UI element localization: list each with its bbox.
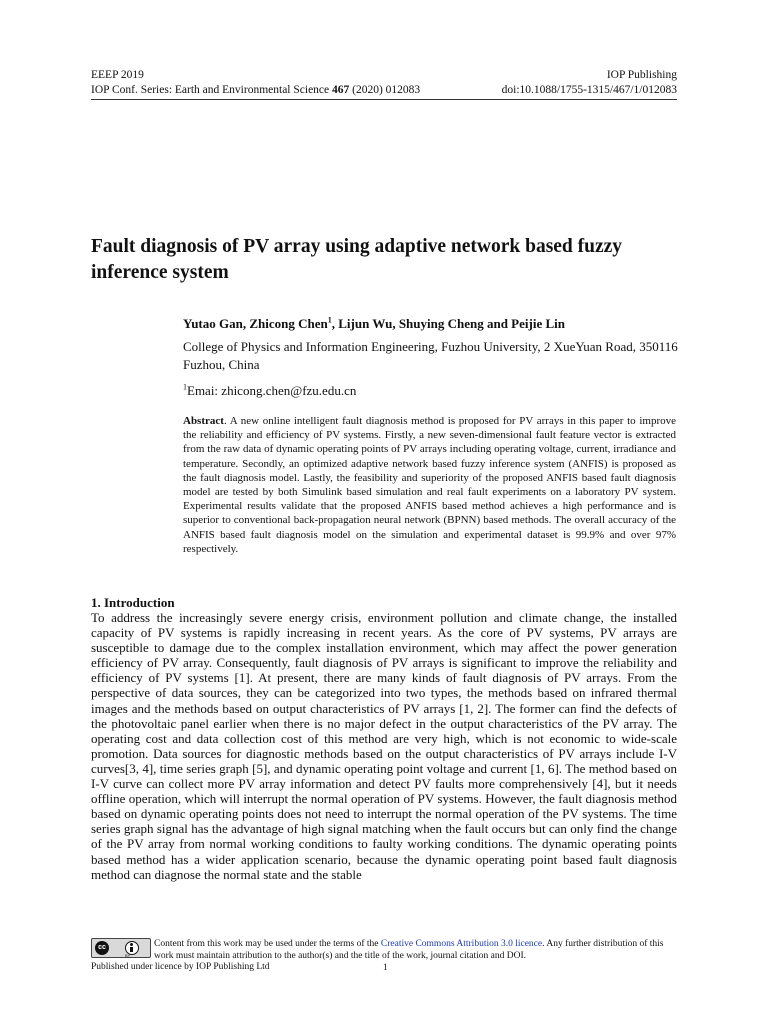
by-label: BY	[125, 953, 131, 958]
series-prefix: IOP Conf. Series: Earth and Environmental Science	[91, 84, 333, 96]
authors-part-a: Yutao Gan, Zhicong Chen	[183, 316, 328, 331]
series-suffix: (2020) 012083	[349, 84, 421, 96]
section-heading: 1. Introduction	[91, 595, 175, 610]
abstract-label: Abstract	[183, 415, 224, 427]
published-by: Published under licence by IOP Publishing Ltd	[91, 962, 270, 972]
publisher-name: IOP Publishing	[606, 69, 677, 81]
intro-paragraph: To address the increasingly severe energy crisis, environment pollution and climate change, the installed capacity of PV systems is rapidly increasing in recent years. As the core of PV systems, PV arrays are susceptible to damage due to the complex installation environment, which may affect the power generation efficiency of PV array. Consequently, fault diagnosis of PV arrays is significant to improve the reliability and efficiency of PV systems [1]. At present, there are many kinds of fault diagnosis of PV arrays. From the perspective of data sources, they can be categorized into two types, the methods based on infrared thermal images and the methods based on output characteristics of PV arrays [1, 2]. The former can find the defects of the photovoltaic panel earlier when there is no major defect in the output characteristics of the PV array. The operating cost and data collection cost of this method are very high, which is not economic to wide-scale promotion. Data sources for diagnostic methods based on the output characteristics of PV arrays include I-V curves[3, 4], time series graph [5], and dynamic operating point voltage and current [1, 6]. The method based on I-V curve can collect more PV array information and detect PV faults more comprehensively [4], but it needs offline operation, which will interrupt the normal operation of PV systems. However, the fault diagnosis method based on dynamic operating points does not need to interrupt the normal operation of the PV systems. The time series graph signal has the advantage of high signal matching when the fault occurs but can only find the change of the PV array from normal working conditions to faulty working conditions. The dynamic operating points based method has a wider application scenario, because the dynamic operating point based fault diagnosis method can diagnose the normal state and the stable	[91, 610, 677, 882]
author-list	[183, 316, 565, 332]
page-number: 1	[383, 963, 388, 973]
series-volume: 467	[332, 84, 350, 96]
doi: doi:10.1088/1755-1315/467/1/012083	[501, 84, 677, 96]
conference-name: EEEP 2019	[91, 69, 144, 81]
running-header-series	[91, 83, 677, 97]
license-statement	[154, 938, 679, 962]
email-text: Emai: zhicong.chen@fzu.edu.cn	[187, 383, 357, 398]
author-affiliation-mark: 1	[327, 315, 332, 325]
license-prefix: Content from this work may be used under the terms of the	[154, 939, 381, 949]
cc-by-license-badge[interactable]	[91, 938, 151, 958]
email-line	[183, 383, 356, 399]
email-mark: 1	[183, 382, 187, 392]
license-suffix: . Any further distribution of this work must maintain attribution to the author(s) and the title of the work, journal citation and DOI.	[154, 939, 664, 961]
abstract	[183, 414, 676, 556]
cc-icon: cc	[95, 941, 109, 955]
affiliation: College of Physics and Information Engineering, Fuzhou University, 2 XueYuan Road, 350116 Fuzhou, China	[183, 339, 678, 372]
header-rule	[91, 99, 677, 100]
running-header-top	[91, 68, 677, 82]
authors-part-b: , Lijun Wu, Shuying Cheng and Peijie Lin	[331, 316, 565, 331]
paper-title: Fault diagnosis of PV array using adaptive network based fuzzy inference system	[91, 236, 623, 283]
license-link[interactable]: Creative Commons Attribution 3.0 licence	[380, 939, 543, 949]
abstract-text: . A new online intelligent fault diagnosis method is proposed for PV arrays in this paper to improve the reliability and efficiency of PV systems. Firstly, a new seven-dimensional fault feature vector is extracted from the raw data of dynamic operating points of PV arrays including operating voltage, current, irradiance and temperature. Secondly, an optimized adaptive network based fuzzy inference system (ANFIS) is proposed as the fault diagnosis model. Lastly, the feasibility and superiority of the proposed ANFIS based fault diagnosis model are tested by both Simulink based simulation and real fault experiments on a laboratory PV system. Experimental results validate that the proposed ANFIS based method achieves a high performance and is superior to conventional back-propagation neural network (BPNN) based methods. The overall accuracy of the ANFIS based fault diagnosis model on the simulation and experimental dataset is 99.9% and over 97% respectively.	[183, 415, 676, 555]
